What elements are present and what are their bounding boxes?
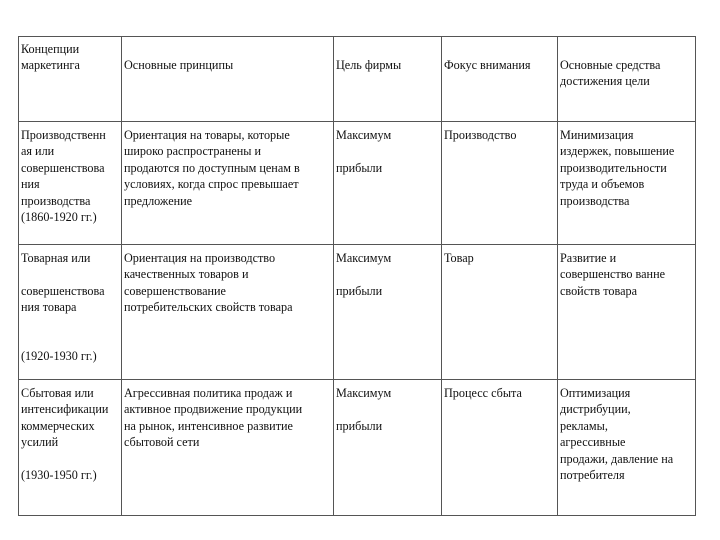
cell-concept: Товарная или совершенствова ния товара (1920-1930 гг.) xyxy=(19,245,122,380)
cell-goal: Максимум прибыли xyxy=(334,245,442,380)
header-goal: Цель фирмы xyxy=(334,37,442,122)
cell-focus: Производство xyxy=(442,122,558,245)
cell-principles: Ориентация на производство качественных товаров и совершенствование потребительских свойств товара xyxy=(122,245,334,380)
cell-concept: Сбытовая или интенсификации коммерческих усилий (1930-1950 гг.) xyxy=(19,380,122,516)
header-concepts: Концепции маркетинга xyxy=(19,37,122,122)
table-row xyxy=(19,380,696,516)
header-means: Основные средства достижения цели xyxy=(558,37,696,122)
cell-goal: Максимум прибыли xyxy=(334,380,442,516)
cell-means: Минимизация издержек, повышение производительности труда и объемов производства xyxy=(558,122,696,245)
table-row xyxy=(19,122,696,245)
cell-means: Оптимизация дистрибуции, рекламы, агрессивные продажи, давление на потребителя xyxy=(558,380,696,516)
cell-focus: Товар xyxy=(442,245,558,380)
cell-concept: Производственн ая или совершенствова ния производства (1860-1920 гг.) xyxy=(19,122,122,245)
marketing-concepts-table xyxy=(18,36,696,516)
cell-means: Развитие и совершенство ванне свойств товара xyxy=(558,245,696,380)
cell-focus: Процесс сбыта xyxy=(442,380,558,516)
cell-principles: Ориентация на товары, которые широко распространены и продаются по доступным ценам в условиях, когда спрос превышает предложение xyxy=(122,122,334,245)
header-focus: Фокус внимания xyxy=(442,37,558,122)
table-row xyxy=(19,245,696,380)
cell-goal: Максимум прибыли xyxy=(334,122,442,245)
header-principles: Основные принципы xyxy=(122,37,334,122)
table-header-row xyxy=(19,37,696,122)
cell-principles: Агрессивная политика продаж и активное продвижение продукции на рынок, интенсивное развитие сбытовой сети xyxy=(122,380,334,516)
